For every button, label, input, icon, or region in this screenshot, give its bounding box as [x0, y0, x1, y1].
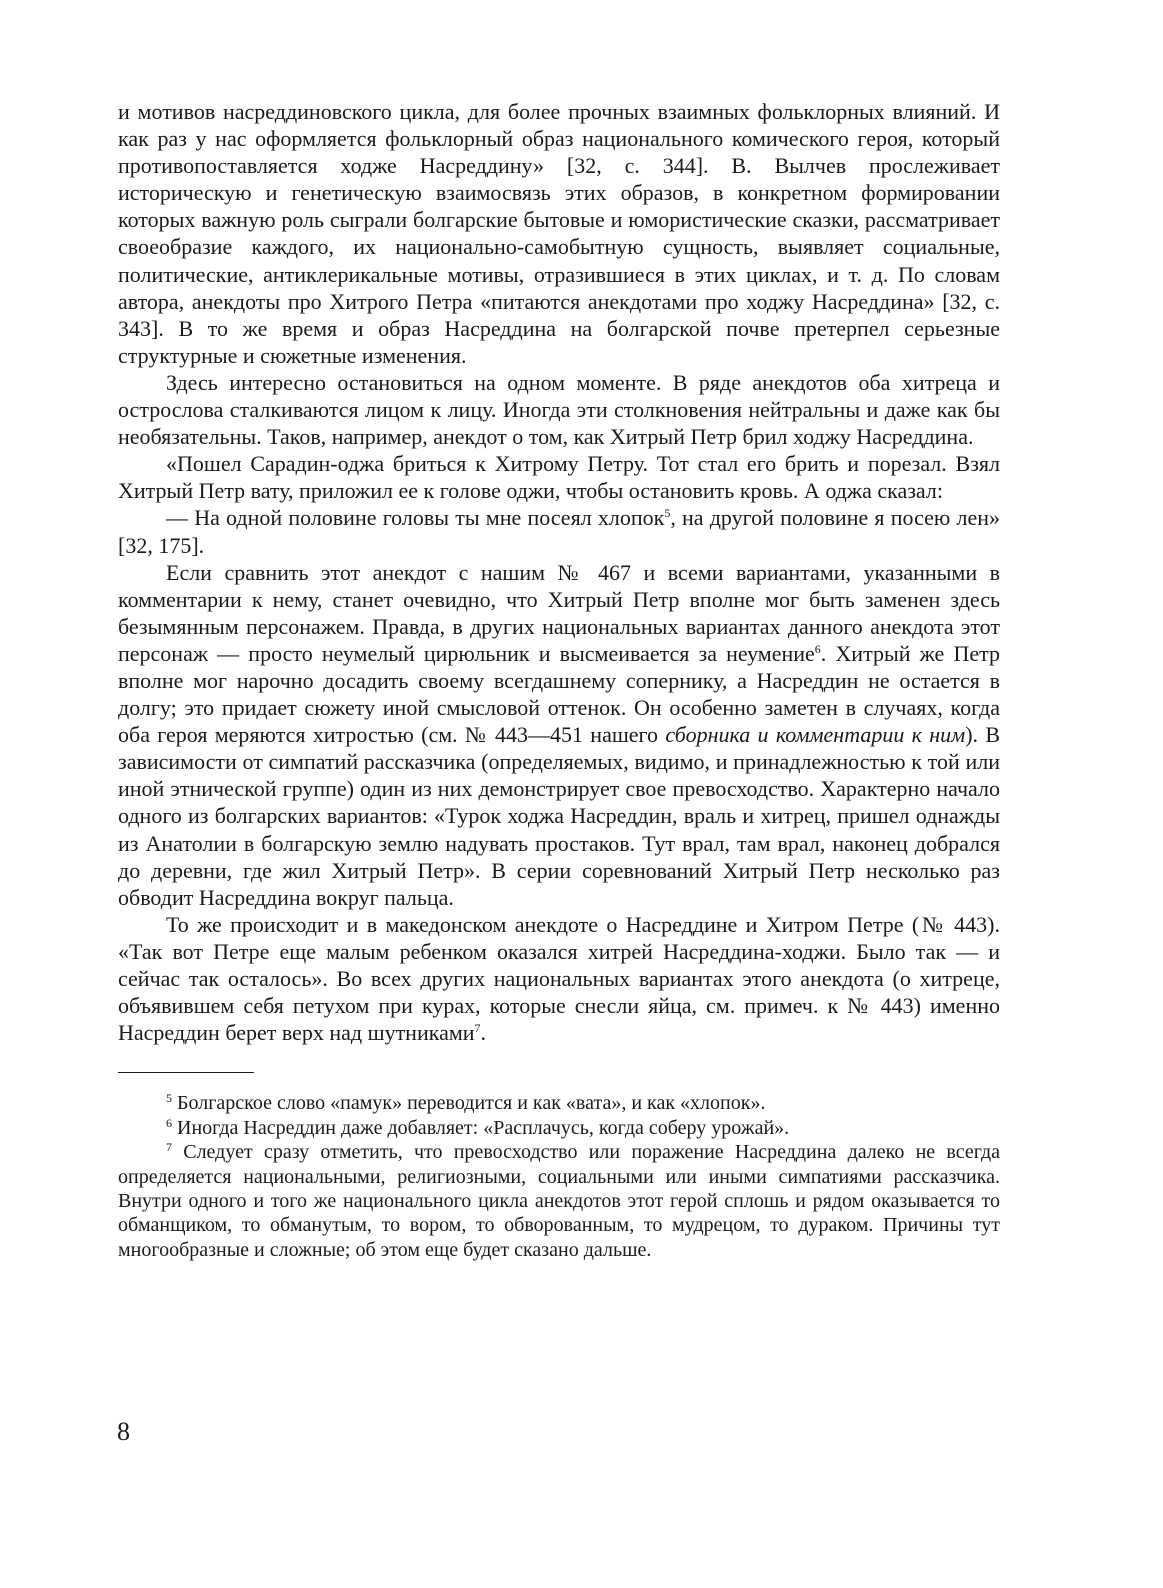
footnote-7: [118, 1140, 1000, 1262]
footnote-ref-6: 6: [814, 641, 821, 656]
footnote-6-number: 6: [166, 1115, 172, 1130]
page-number: 8: [117, 1417, 130, 1446]
paragraph-5: [118, 559, 1000, 911]
paragraph-4-dialogue: [118, 504, 1000, 558]
footnote-7-text: Следует сразу отметить, что превосходство или поражение Насреддина далеко не всегда определяется национальными, религиозными, социальными или иными симпатиями рассказчика. Внутри одного и того же национального цикла анекдотов этот герой сплошь и рядом оказывается то обманщиком, то обманутым, то вором, то обворованным, то мудрецом, то дураком. Причины тут многообразные и сложные; об этом еще будет сказано дальше.: [118, 1141, 1000, 1261]
footnote-ref-5: 5: [664, 506, 671, 521]
paragraph-6: [118, 911, 1000, 1046]
paragraph-5-italic: сборника и комментарии к ним: [665, 722, 966, 748]
paragraph-5-end: ). В зависимости от симпатий рассказчика (определяемых, видимо, и принадлежностью к той или иной этнической группе) один из них демонстрирует свое превосходство. Характерно начало одного из болгарских вариантов: «Турок ходжа Насреддин, враль и хитрец, пришел однажды из Анатолии в болгарскую землю надувать простаков. Тут врал, там врал, наконец добрался до деревни, где жил Хитрый Петр». В серии соревнований Хитрый Петр несколько раз обводит Насреддина вокруг пальца.: [118, 722, 1000, 910]
paragraph-5-middle: . Хитрый же Петр вполне мог нарочно досадить своему всегдашнему сопернику, а Насреддин не остается в долгу; это придает сюжету иной смысловой оттенок. Он особенно заметен в случаях, когда оба героя меряются хитростью (см. № 443—451 нашего: [118, 640, 1000, 748]
footnote-6: [118, 1116, 1000, 1140]
dialogue-text-start: — На одной половине головы ты мне посеял хлопок: [166, 505, 665, 531]
footnote-7-number: 7: [166, 1140, 172, 1155]
footnote-5-text: Болгарское слово «памук» переводится и как «вата», и как «хлопок».: [172, 1092, 766, 1115]
paragraph-6-end: .: [480, 1020, 487, 1046]
paragraph-6-start: То же происходит и в македонском анекдоте о Насреддине и Хитром Петре (№ 443). «Так вот Петре еще малым ребенком оказался хитрей Насреддина-ходжи. Было так — и сейчас так осталось». Во всех других национальных вариантах этого анекдота (о хитреце, объявившем себя петухом при курах, которые снесли яйца, см. примеч. к № 443) именно Насреддин берет верх над шутниками: [118, 911, 1000, 1046]
book-page: [118, 98, 1000, 1262]
main-text: [118, 98, 1000, 1046]
paragraph-2: Здесь интересно остановиться на одном моменте. В ряде анекдотов оба хитреца и острослова сталкиваются лицом к лицу. Иногда эти столкновения нейтральны и даже как бы необязательны. Таков, например, анекдот о том, как Хитрый Петр брил ходжу Насреддина.: [118, 369, 1000, 450]
dialogue-text-end: , на другой половине я посею лен» [32, 175].: [118, 505, 1001, 558]
footnote-divider: [118, 1072, 254, 1073]
footnote-ref-7: 7: [474, 1021, 481, 1036]
footnote-6-text: Иногда Насреддин даже добавляет: «Расплачусь, когда соберу урожай».: [172, 1116, 790, 1139]
footnote-5-number: 5: [166, 1091, 172, 1106]
paragraph-1: и мотивов насреддиновского цикла, для более прочных взаимных фольклорных влияний. И как раз у нас оформляется фольклорный образ национального комического героя, который противопоставляется ходже Насреддину» [32, с. 344]. В. Вылчев прослеживает историческую и генетическую взаимосвязь этих образов, в конкретном формировании которых важную роль сыграли болгарские бытовые и юмористические сказки, рассматривает своеобразие каждого, их национально-самобытную сущность, выявляет социальные, политические, антиклерикальные мотивы, отразившиеся в этих циклах, и т. д. По словам автора, анекдоты про Хитрого Петра «питаются анекдотами про ходжу Насреддина» [32, с. 343]. В то же время и образ Насреддина на болгарской почве претерпел серьезные структурные и сюжетные изменения.: [118, 99, 1000, 368]
footnote-5: [118, 1091, 1000, 1115]
footnotes: [118, 1091, 1000, 1262]
paragraph-5-start: Если сравнить этот анекдот с нашим № 467 и всеми вариантами, указанными в комментарии к нему, станет очевидно, что Хитрый Петр вполне мог быть заменен здесь безымянным персонажем. Правда, в других национальных вариантах данного анекдота этот персонаж — просто неумелый цирюльник и высмеивается за неумение: [118, 559, 1000, 666]
paragraph-3-quote: «Пошел Сарадин-оджа бриться к Хитрому Петру. Тот стал его брить и порезал. Взял Хитрый Петр вату, приложил ее к голове оджи, чтобы остановить кровь. А оджа сказал:: [118, 451, 1000, 504]
